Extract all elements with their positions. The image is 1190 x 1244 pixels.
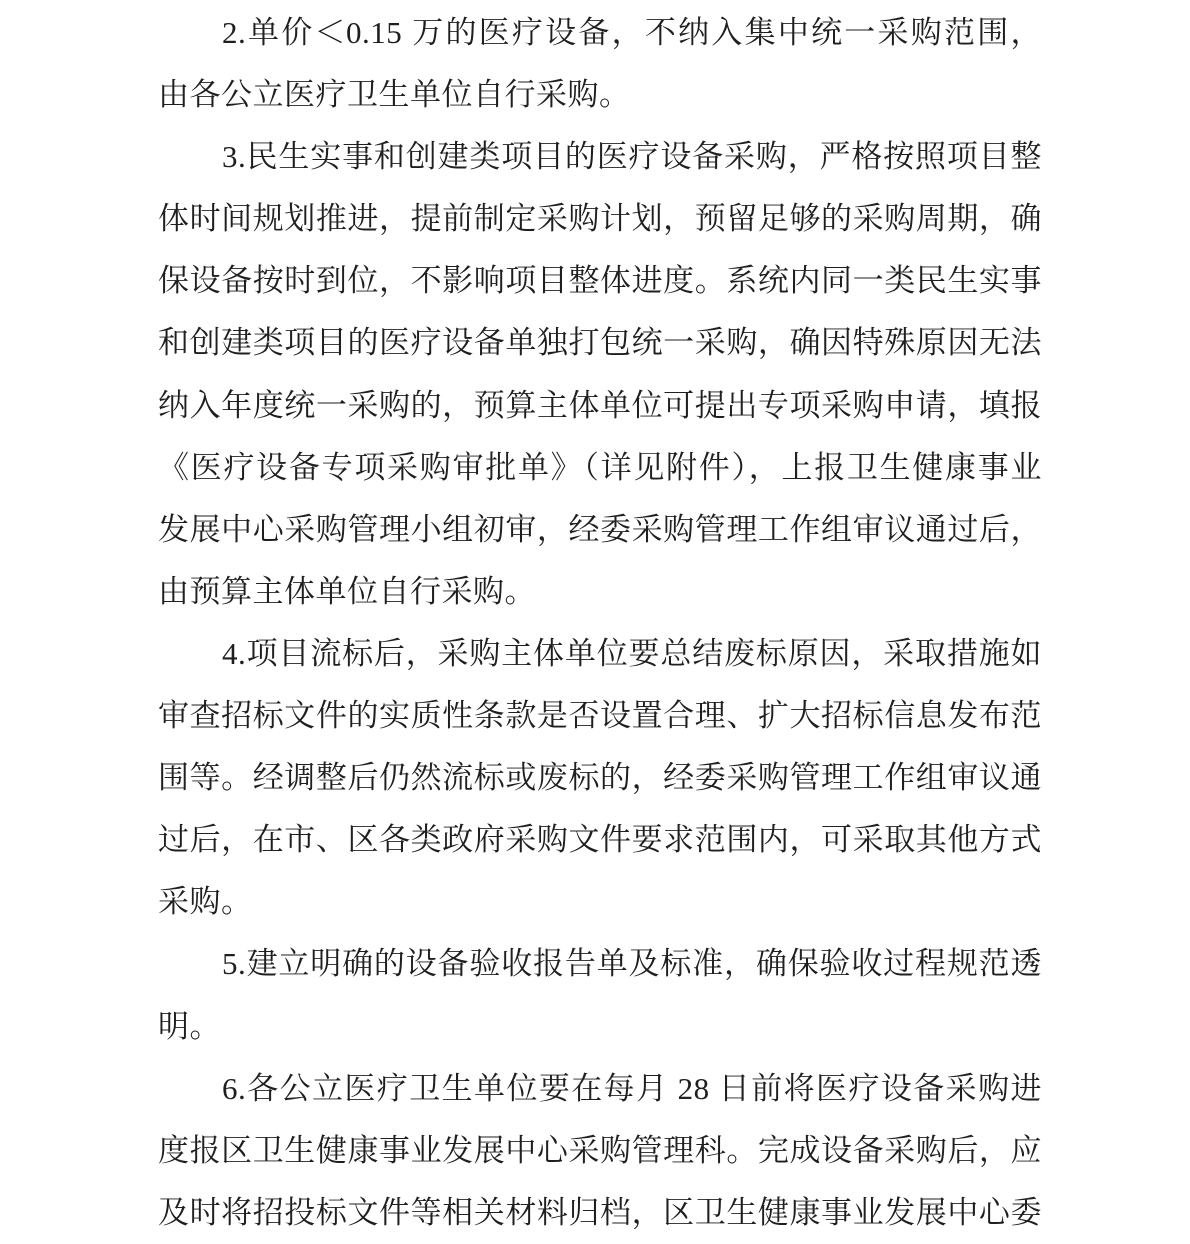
text-line: 度报区卫生健康事业发展中心采购管理科。完成设备采购后，应 [158,1132,1042,1168]
text-line: 过后，在市、区各类政府采购文件要求范围内，可采取其他方式 [158,822,1042,858]
document-body [158,2,1042,1244]
text-line: 和创建类项目的医疗设备单独打包统一采购，确因特殊原因无法 [158,325,1042,361]
text-line: 2.单价＜0.15 万的医疗设备，不纳入集中统一采购范围， [222,15,1042,50]
text-line: 4.项目流标后，采购主体单位要总结废标原因，采取措施如 [222,635,1042,671]
text-line: 5.建立明确的设备验收报告单及标准，确保验收过程规范透 [222,946,1042,982]
text-line: 围等。经调整后仍然流标或废标的，经委采购管理工作组审议通 [158,760,1042,796]
text-line: 保设备按时到位，不影响项目整体进度。系统内同一类民生实事 [158,263,1042,299]
paragraph [158,933,1042,1057]
paragraph [158,2,1042,126]
text-line: 由各公立医疗卫生单位自行采购。 [158,77,631,113]
paragraph [158,623,1042,933]
text-line: 6.各公立医疗卫生单位要在每月 28 日前将医疗设备采购进 [222,1070,1042,1106]
text-line: 由预算主体单位自行采购。 [158,573,536,609]
text-line: 发展中心采购管理小组初审，经委采购管理工作组审议通过后， [158,511,1042,547]
text-line: 纳入年度统一采购的，预算主体单位可提出专项采购申请，填报 [158,387,1042,423]
paragraph [158,1058,1042,1244]
text-line: 采购。 [158,884,253,920]
text-line: 体时间规划推进，提前制定采购计划，预留足够的采购周期，确 [158,201,1042,237]
text-line: 审查招标文件的实质性条款是否设置合理、扩大招标信息发布范 [158,698,1042,734]
text-line: 《医疗设备专项采购审批单》（详见附件），上报卫生健康事业 [158,449,1042,485]
text-line: 明。 [158,1008,221,1044]
text-line: 3.民生实事和创建类项目的医疗设备采购，严格按照项目整 [222,139,1042,175]
paragraph [158,126,1042,623]
text-line: 及时将招投标文件等相关材料归档，区卫生健康事业发展中心委 [158,1194,1042,1230]
